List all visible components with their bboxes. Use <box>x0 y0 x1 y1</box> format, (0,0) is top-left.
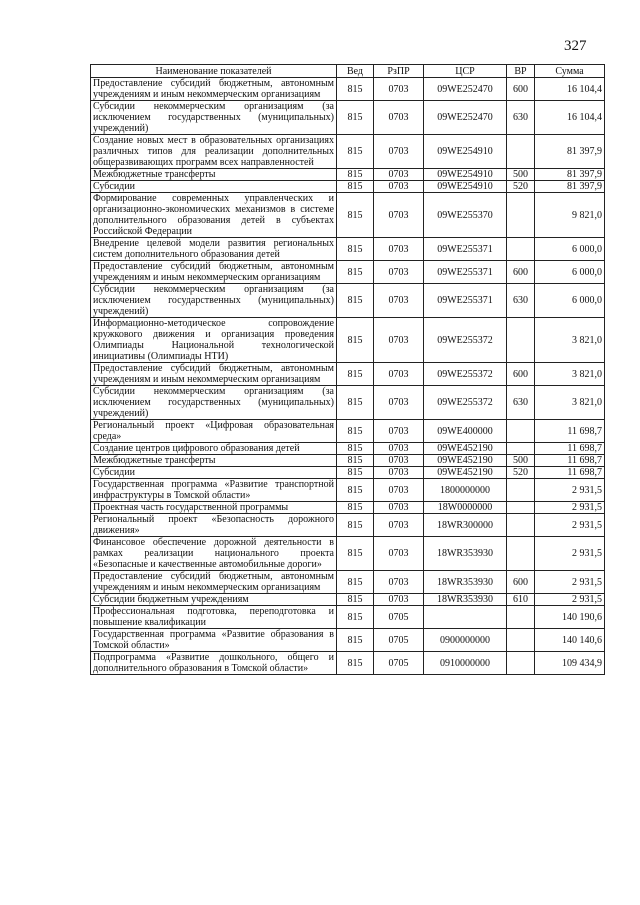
row-vr <box>507 443 535 455</box>
row-vr <box>507 193 535 238</box>
row-csr: 09WE254910 <box>424 169 507 181</box>
row-sum: 11 698,7 <box>535 443 605 455</box>
row-csr: 09WE254910 <box>424 181 507 193</box>
row-ved: 815 <box>337 537 374 571</box>
row-name: Профессиональная подготовка, переподготовка и повышение квалификации <box>91 606 337 629</box>
header-vr: ВР <box>507 65 535 78</box>
row-sum: 6 000,0 <box>535 284 605 318</box>
table-row <box>91 594 605 606</box>
row-vr: 600 <box>507 78 535 101</box>
row-ved: 815 <box>337 420 374 443</box>
table-row <box>91 629 605 652</box>
table-row <box>91 193 605 238</box>
row-vr <box>507 537 535 571</box>
table-header-row <box>91 65 605 78</box>
row-csr: 0910000000 <box>424 652 507 675</box>
row-sum: 16 104,4 <box>535 78 605 101</box>
row-sum: 140 190,6 <box>535 606 605 629</box>
row-ved: 815 <box>337 386 374 420</box>
row-ved: 815 <box>337 78 374 101</box>
row-vr: 600 <box>507 571 535 594</box>
row-vr <box>507 652 535 675</box>
table-row <box>91 181 605 193</box>
row-ved: 815 <box>337 594 374 606</box>
budget-table <box>90 64 605 675</box>
row-vr <box>507 502 535 514</box>
table-body <box>91 78 605 675</box>
row-vr: 630 <box>507 101 535 135</box>
row-vr <box>507 135 535 169</box>
row-rzpr: 0703 <box>374 594 424 606</box>
row-vr: 610 <box>507 594 535 606</box>
row-sum: 9 821,0 <box>535 193 605 238</box>
table-row <box>91 284 605 318</box>
row-rzpr: 0703 <box>374 455 424 467</box>
row-ved: 815 <box>337 606 374 629</box>
row-vr: 630 <box>507 386 535 420</box>
row-sum: 2 931,5 <box>535 537 605 571</box>
header-sum: Сумма <box>535 65 605 78</box>
row-ved: 815 <box>337 514 374 537</box>
header-rzpr: РзПР <box>374 65 424 78</box>
row-sum: 3 821,0 <box>535 363 605 386</box>
row-ved: 815 <box>337 479 374 502</box>
row-sum: 11 698,7 <box>535 420 605 443</box>
row-sum: 11 698,7 <box>535 467 605 479</box>
table-row <box>91 238 605 261</box>
row-ved: 815 <box>337 629 374 652</box>
row-sum: 81 397,9 <box>535 135 605 169</box>
row-name: Региональный проект «Безопасность дорожного движения» <box>91 514 337 537</box>
row-csr: 18W0000000 <box>424 502 507 514</box>
row-vr <box>507 629 535 652</box>
row-rzpr: 0705 <box>374 652 424 675</box>
row-ved: 815 <box>337 571 374 594</box>
row-name: Финансовое обеспечение дорожной деятельности в рамках реализации национального проекта «Безопасные и качественные автомобильные дороги» <box>91 537 337 571</box>
row-sum: 11 698,7 <box>535 455 605 467</box>
row-sum: 2 931,5 <box>535 571 605 594</box>
row-name: Проектная часть государственной программы <box>91 502 337 514</box>
row-name: Субсидии <box>91 181 337 193</box>
row-rzpr: 0703 <box>374 284 424 318</box>
table-row <box>91 479 605 502</box>
row-csr: 09WE452190 <box>424 443 507 455</box>
row-csr: 09WE255371 <box>424 284 507 318</box>
header-ved: Вед <box>337 65 374 78</box>
row-name: Предоставление субсидий бюджетным, автономным учреждениям и иным некоммерческим организациям <box>91 571 337 594</box>
row-rzpr: 0703 <box>374 261 424 284</box>
page-number: 327 <box>564 38 587 54</box>
row-rzpr: 0703 <box>374 238 424 261</box>
table-row <box>91 467 605 479</box>
row-rzpr: 0703 <box>374 135 424 169</box>
row-name: Государственная программа «Развитие образования в Томской области» <box>91 629 337 652</box>
row-name: Предоставление субсидий бюджетным, автономным учреждениям и иным некоммерческим организациям <box>91 363 337 386</box>
row-rzpr: 0703 <box>374 443 424 455</box>
row-vr: 600 <box>507 363 535 386</box>
row-ved: 815 <box>337 193 374 238</box>
table-row <box>91 169 605 181</box>
row-sum: 6 000,0 <box>535 261 605 284</box>
header-name: Наименование показателей <box>91 65 337 78</box>
row-rzpr: 0703 <box>374 101 424 135</box>
table-row <box>91 455 605 467</box>
row-csr: 09WE255371 <box>424 261 507 284</box>
row-vr <box>507 318 535 363</box>
row-rzpr: 0703 <box>374 181 424 193</box>
row-ved: 815 <box>337 181 374 193</box>
table-row <box>91 420 605 443</box>
row-sum: 140 140,6 <box>535 629 605 652</box>
row-name: Субсидии бюджетным учреждениям <box>91 594 337 606</box>
row-rzpr: 0703 <box>374 386 424 420</box>
table-row <box>91 135 605 169</box>
table-row <box>91 78 605 101</box>
table-row <box>91 443 605 455</box>
row-vr: 500 <box>507 169 535 181</box>
row-csr: 09WE452190 <box>424 455 507 467</box>
row-name: Субсидии некоммерческим организациям (за исключением государственных (муниципальных) учреждений) <box>91 386 337 420</box>
row-csr: 1800000000 <box>424 479 507 502</box>
row-csr: 09WE255372 <box>424 363 507 386</box>
row-rzpr: 0705 <box>374 606 424 629</box>
table-row <box>91 514 605 537</box>
row-sum: 81 397,9 <box>535 169 605 181</box>
row-ved: 815 <box>337 455 374 467</box>
table-row <box>91 537 605 571</box>
row-ved: 815 <box>337 502 374 514</box>
row-ved: 815 <box>337 467 374 479</box>
row-vr: 630 <box>507 284 535 318</box>
row-rzpr: 0703 <box>374 571 424 594</box>
row-name: Субсидии <box>91 467 337 479</box>
row-name: Внедрение целевой модели развития региональных систем дополнительного образования детей <box>91 238 337 261</box>
table-row <box>91 652 605 675</box>
row-vr <box>507 238 535 261</box>
row-sum: 2 931,5 <box>535 479 605 502</box>
row-name: Межбюджетные трансферты <box>91 169 337 181</box>
row-sum: 3 821,0 <box>535 318 605 363</box>
row-rzpr: 0703 <box>374 467 424 479</box>
row-sum: 109 434,9 <box>535 652 605 675</box>
table-row <box>91 101 605 135</box>
header-csr: ЦСР <box>424 65 507 78</box>
row-ved: 815 <box>337 284 374 318</box>
row-ved: 815 <box>337 261 374 284</box>
row-rzpr: 0703 <box>374 193 424 238</box>
row-ved: 815 <box>337 363 374 386</box>
row-rzpr: 0703 <box>374 420 424 443</box>
row-csr <box>424 606 507 629</box>
row-sum: 2 931,5 <box>535 502 605 514</box>
row-name: Государственная программа «Развитие транспортной инфраструктуры в Томской области» <box>91 479 337 502</box>
row-csr: 09WE400000 <box>424 420 507 443</box>
row-ved: 815 <box>337 443 374 455</box>
row-csr: 09WE254910 <box>424 135 507 169</box>
row-sum: 3 821,0 <box>535 386 605 420</box>
row-csr: 09WE252470 <box>424 78 507 101</box>
row-csr: 18WR300000 <box>424 514 507 537</box>
row-vr: 600 <box>507 261 535 284</box>
row-ved: 815 <box>337 318 374 363</box>
row-name: Формирование современных управленческих и организационно-экономических механизмов в системе дополнительного образования детей в субъектах Российской Федерации <box>91 193 337 238</box>
row-csr: 09WE255370 <box>424 193 507 238</box>
row-rzpr: 0703 <box>374 363 424 386</box>
row-csr: 18WR353930 <box>424 594 507 606</box>
row-csr: 09WE452190 <box>424 467 507 479</box>
row-rzpr: 0705 <box>374 629 424 652</box>
row-ved: 815 <box>337 135 374 169</box>
row-name: Информационно-методическое сопровождение кружкового движения и организация проведения Олимпиады Национальной технологической инициативы (Олимпиады НТИ) <box>91 318 337 363</box>
table-row <box>91 261 605 284</box>
row-vr: 500 <box>507 455 535 467</box>
row-name: Подпрограмма «Развитие дошкольного, общего и дополнительного образования в Томской области» <box>91 652 337 675</box>
row-csr: 09WE255371 <box>424 238 507 261</box>
row-sum: 81 397,9 <box>535 181 605 193</box>
row-sum: 2 931,5 <box>535 594 605 606</box>
table-row <box>91 318 605 363</box>
row-ved: 815 <box>337 652 374 675</box>
row-csr: 09WE255372 <box>424 386 507 420</box>
row-name: Субсидии некоммерческим организациям (за исключением государственных (муниципальных) учреждений) <box>91 284 337 318</box>
row-vr <box>507 606 535 629</box>
row-vr <box>507 420 535 443</box>
row-name: Субсидии некоммерческим организациям (за исключением государственных (муниципальных) учреждений) <box>91 101 337 135</box>
row-csr: 18WR353930 <box>424 537 507 571</box>
row-vr <box>507 479 535 502</box>
row-rzpr: 0703 <box>374 514 424 537</box>
row-vr: 520 <box>507 181 535 193</box>
row-csr: 0900000000 <box>424 629 507 652</box>
row-vr: 520 <box>507 467 535 479</box>
row-rzpr: 0703 <box>374 479 424 502</box>
row-ved: 815 <box>337 101 374 135</box>
row-name: Создание новых мест в образовательных организациях различных типов для реализации дополнительных общеразвивающих программ всех направленностей <box>91 135 337 169</box>
row-rzpr: 0703 <box>374 318 424 363</box>
row-rzpr: 0703 <box>374 537 424 571</box>
row-name: Предоставление субсидий бюджетным, автономным учреждениям и иным некоммерческим организациям <box>91 261 337 284</box>
row-sum: 16 104,4 <box>535 101 605 135</box>
row-rzpr: 0703 <box>374 78 424 101</box>
table-row <box>91 386 605 420</box>
table-row <box>91 571 605 594</box>
row-sum: 2 931,5 <box>535 514 605 537</box>
row-csr: 09WE252470 <box>424 101 507 135</box>
row-csr: 09WE255372 <box>424 318 507 363</box>
row-name: Межбюджетные трансферты <box>91 455 337 467</box>
row-name: Региональный проект «Цифровая образовательная среда» <box>91 420 337 443</box>
row-ved: 815 <box>337 238 374 261</box>
row-csr: 18WR353930 <box>424 571 507 594</box>
row-name: Создание центров цифрового образования детей <box>91 443 337 455</box>
table-row <box>91 502 605 514</box>
row-ved: 815 <box>337 169 374 181</box>
row-vr <box>507 514 535 537</box>
row-name: Предоставление субсидий бюджетным, автономным учреждениям и иным некоммерческим организациям <box>91 78 337 101</box>
row-rzpr: 0703 <box>374 169 424 181</box>
row-rzpr: 0703 <box>374 502 424 514</box>
row-sum: 6 000,0 <box>535 238 605 261</box>
table-row <box>91 363 605 386</box>
table-row <box>91 606 605 629</box>
